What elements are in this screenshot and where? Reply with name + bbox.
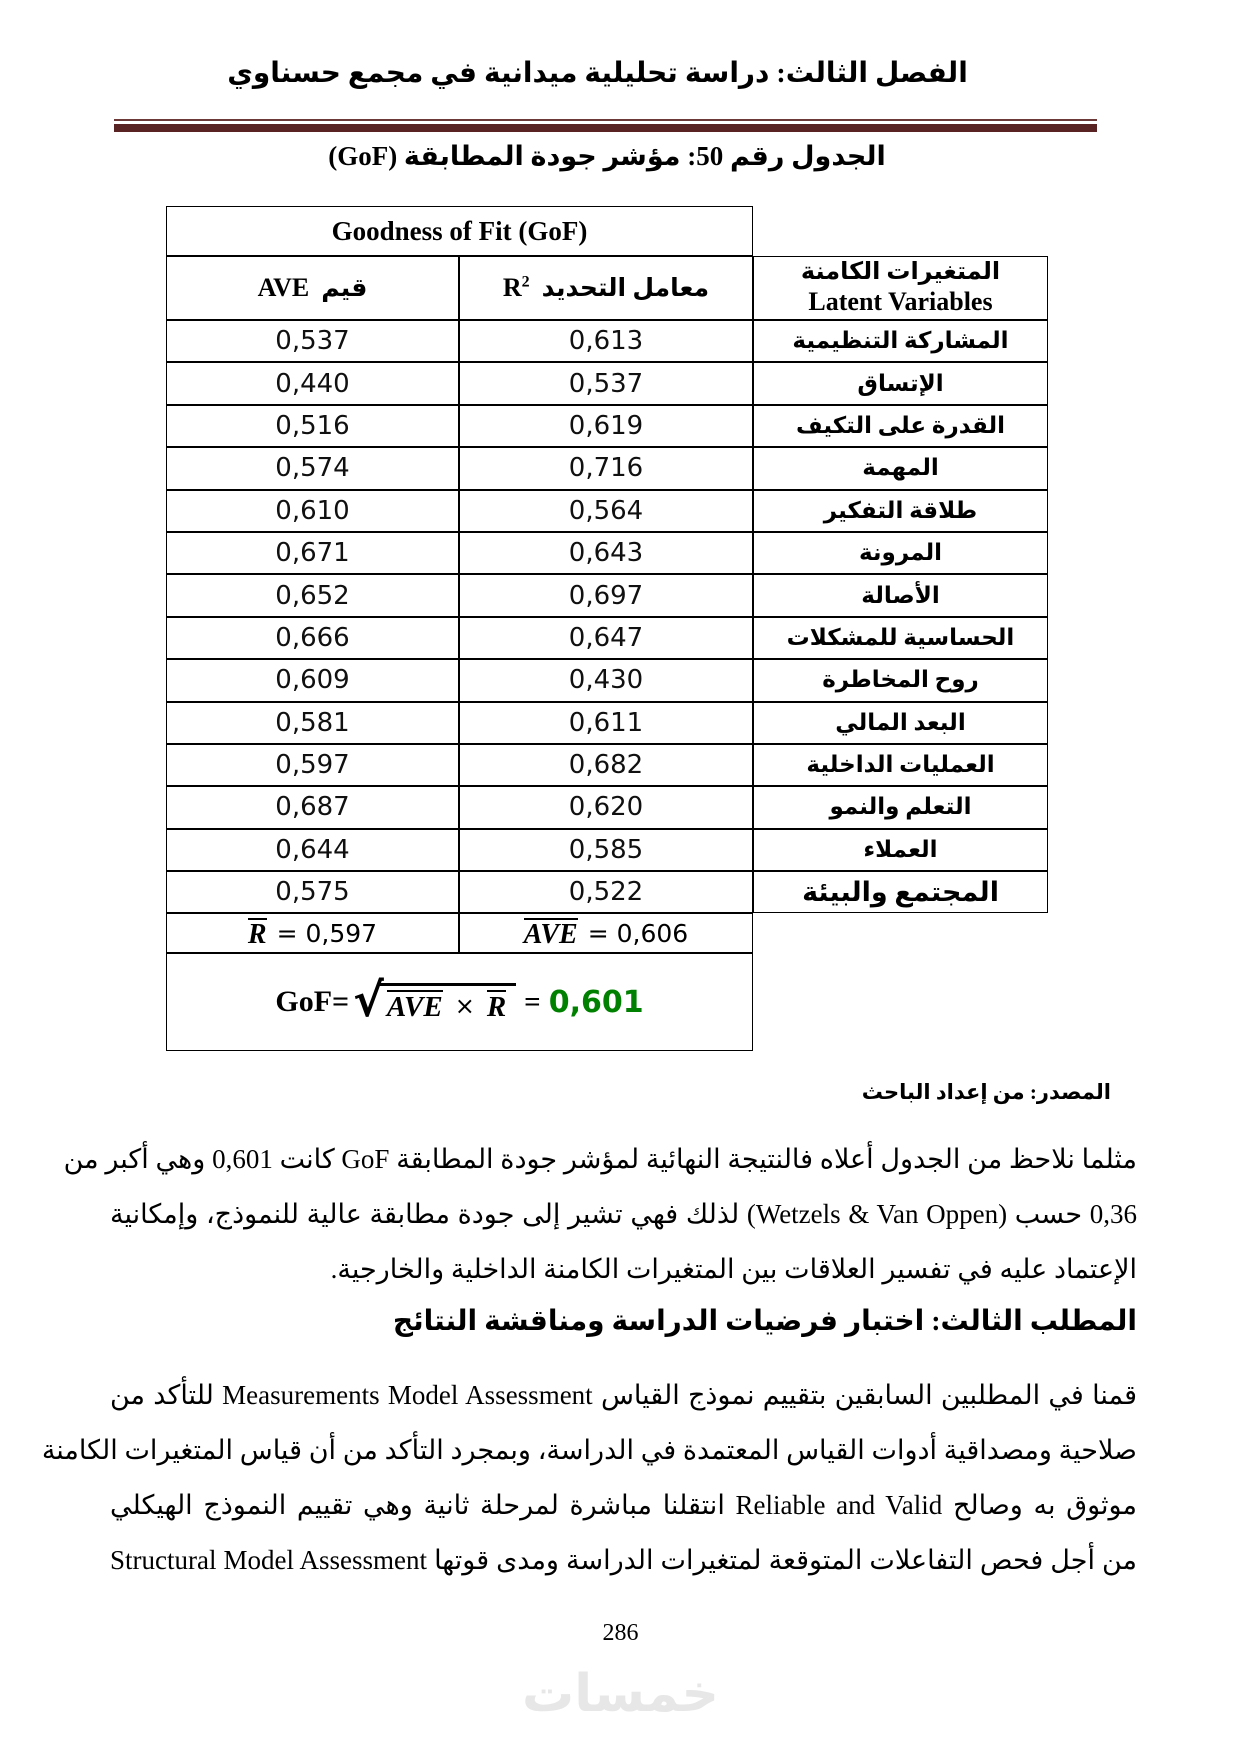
r2-value-cell: 0,619: [459, 405, 753, 447]
ave-header-arabic: قيم: [321, 275, 368, 302]
paragraph-line: مثلما نلاحظ من الجدول أعلاه فالنتيجة النهائية لمؤشر جودة المطابقة GoF كانت 0,601 وهي أكبر من: [63, 1144, 1137, 1174]
source-note: المصدر: من إعداد الباحث: [861, 1080, 1111, 1104]
table-header-goodness-of-fit: Goodness of Fit (GoF): [166, 206, 753, 256]
r2-value-cell: 0,643: [459, 532, 753, 574]
gof-result-value: 0,601: [548, 984, 644, 1020]
paragraph-line: قمنا في المطلبين السابقين بتقييم نموذج القياس Measurements Model Assessment للتأكد من: [110, 1380, 1137, 1410]
latent-variable-label-cell: روح المخاطرة: [753, 659, 1048, 701]
ave-value-cell: 0,516: [166, 405, 459, 447]
column-header-latent-variables: [753, 256, 1048, 320]
latent-header-arabic: المتغيرات الكامنة: [800, 259, 1001, 286]
paragraph-line: من أجل فحص التفاعلات المتوقعة لمتغيرات الدراسة ومدى قوتها Structural Model Assessment: [110, 1545, 1137, 1575]
latent-variable-label-cell: طلاقة التفكير: [753, 490, 1048, 532]
latent-variable-label-cell: البعد المالي: [753, 702, 1048, 744]
latent-variable-label-cell: العملاء: [753, 829, 1048, 871]
latent-variable-label-cell: الإتساق: [753, 362, 1048, 404]
gof-formula: [275, 973, 644, 1028]
summary-ave-mean-cell: [459, 913, 753, 953]
multiplication-sign: ×: [454, 991, 475, 1020]
header-rule: [114, 119, 1097, 132]
latent-variable-label-cell: التعلم والنمو: [753, 786, 1048, 828]
khamsat-watermark: خمسات: [521, 1664, 720, 1724]
formula-equals: =: [524, 985, 541, 1018]
latent-variable-label-cell: الأصالة: [753, 574, 1048, 616]
ave-bar-symbol: AVE: [523, 918, 578, 950]
ave-value-cell: 0,644: [166, 829, 459, 871]
r2-value-cell: 0,522: [459, 871, 753, 913]
ave-value-cell: 0,687: [166, 786, 459, 828]
ave-header-latin: AVE: [257, 273, 310, 302]
ave-value-cell: 0,671: [166, 532, 459, 574]
ave-value-cell: 0,575: [166, 871, 459, 913]
r2-value-cell: 0,697: [459, 574, 753, 616]
formula-open-area: [753, 953, 1048, 1051]
formula-lhs: GoF=: [275, 985, 350, 1019]
paragraph-line: الإعتماد عليه في تفسير العلاقات بين المتغيرات الكامنة الداخلية والخارجية.: [330, 1254, 1137, 1284]
r2-header-arabic: معامل التحديد: [541, 275, 710, 302]
chapter-header-title: الفصل الثالث: دراسة تحليلية ميدانية في مجمع حسناوي: [227, 58, 968, 89]
page-number: 286: [602, 1620, 639, 1646]
gof-formula-cell: [166, 953, 753, 1051]
r2-value-cell: 0,613: [459, 320, 753, 362]
ave-value-cell: 0,440: [166, 362, 459, 404]
formula-radicand: [377, 983, 516, 1022]
latent-variable-label-cell: المهمة: [753, 447, 1048, 489]
r2-value-cell: 0,620: [459, 786, 753, 828]
r2-value-cell: 0,430: [459, 659, 753, 701]
r2-header-symbol: $R^2$: [502, 273, 530, 302]
paragraph-line: 0,36 حسب (Wetzels & Van Oppen) لذلك فهي تشير إلى جودة مطابقة عالية للنموذج، وإمكانية: [110, 1199, 1137, 1229]
r2-value-cell: 0,716: [459, 447, 753, 489]
column-header-r2: [459, 256, 753, 320]
square-root-symbol: √: [353, 973, 384, 1028]
latent-variable-label-cell: الحساسية للمشكلات: [753, 617, 1048, 659]
r2-value-cell: 0,564: [459, 490, 753, 532]
r2-value-cell: 0,647: [459, 617, 753, 659]
ave-value-cell: 0,610: [166, 490, 459, 532]
summary-open-area: [753, 913, 1048, 953]
latent-variable-label-cell: المرونة: [753, 532, 1048, 574]
ave-value-cell: 0,652: [166, 574, 459, 616]
ave-value-cell: 0,574: [166, 447, 459, 489]
r-bar-value: = 0,597: [276, 918, 378, 948]
ave-value-cell: 0,597: [166, 744, 459, 786]
ave-value-cell: 0,537: [166, 320, 459, 362]
ave-value-cell: 0,581: [166, 702, 459, 744]
paragraph-gof-discussion: [63, 1132, 1137, 1297]
latent-variable-label-cell: العمليات الداخلية: [753, 744, 1048, 786]
column-header-ave: [166, 256, 459, 320]
table-open-corner: [753, 206, 1048, 256]
r2-value-cell: 0,611: [459, 702, 753, 744]
paragraph-line: صلاحية ومصداقية أدوات القياس المعتمدة في الدراسة، وبمجرد التأكد من أن قياس المتغيرات الكامنة: [41, 1435, 1137, 1465]
ave-bar-value: = 0,606: [587, 918, 689, 948]
goodness-of-fit-table: [166, 206, 1048, 1051]
formula-r-bar: R: [486, 990, 507, 1023]
table-caption: الجدول رقم 50: مؤشر جودة المطابقة (GoF): [328, 141, 886, 171]
r2-superscript: 2: [521, 273, 530, 291]
ave-value-cell: 0,666: [166, 617, 459, 659]
summary-r-mean-cell: [166, 913, 459, 953]
latent-variable-label-cell: المشاركة التنظيمية: [753, 320, 1048, 362]
latent-variable-label-cell: القدرة على التكيف: [753, 405, 1048, 447]
r-bar-symbol: R: [247, 918, 267, 950]
r2-value-cell: 0,585: [459, 829, 753, 871]
paragraph-model-assessment: [41, 1368, 1137, 1588]
header-rule-thick-line: [114, 124, 1097, 132]
paragraph-line: موثوق به وصالح Reliable and Valid انتقلنا مباشرة لمرحلة ثانية وهي تقييم النموذج الهيكلي: [110, 1490, 1137, 1520]
latent-header-english: Latent Variables: [808, 286, 993, 316]
latent-variable-label-cell: المجتمع والبيئة: [753, 871, 1048, 913]
r2-value-cell: 0,537: [459, 362, 753, 404]
r2-value-cell: 0,682: [459, 744, 753, 786]
ave-value-cell: 0,609: [166, 659, 459, 701]
formula-ave-bar: AVE: [386, 990, 443, 1023]
section-heading: المطلب الثالث: اختبار فرضيات الدراسة ومناقشة النتائج: [392, 1306, 1137, 1337]
